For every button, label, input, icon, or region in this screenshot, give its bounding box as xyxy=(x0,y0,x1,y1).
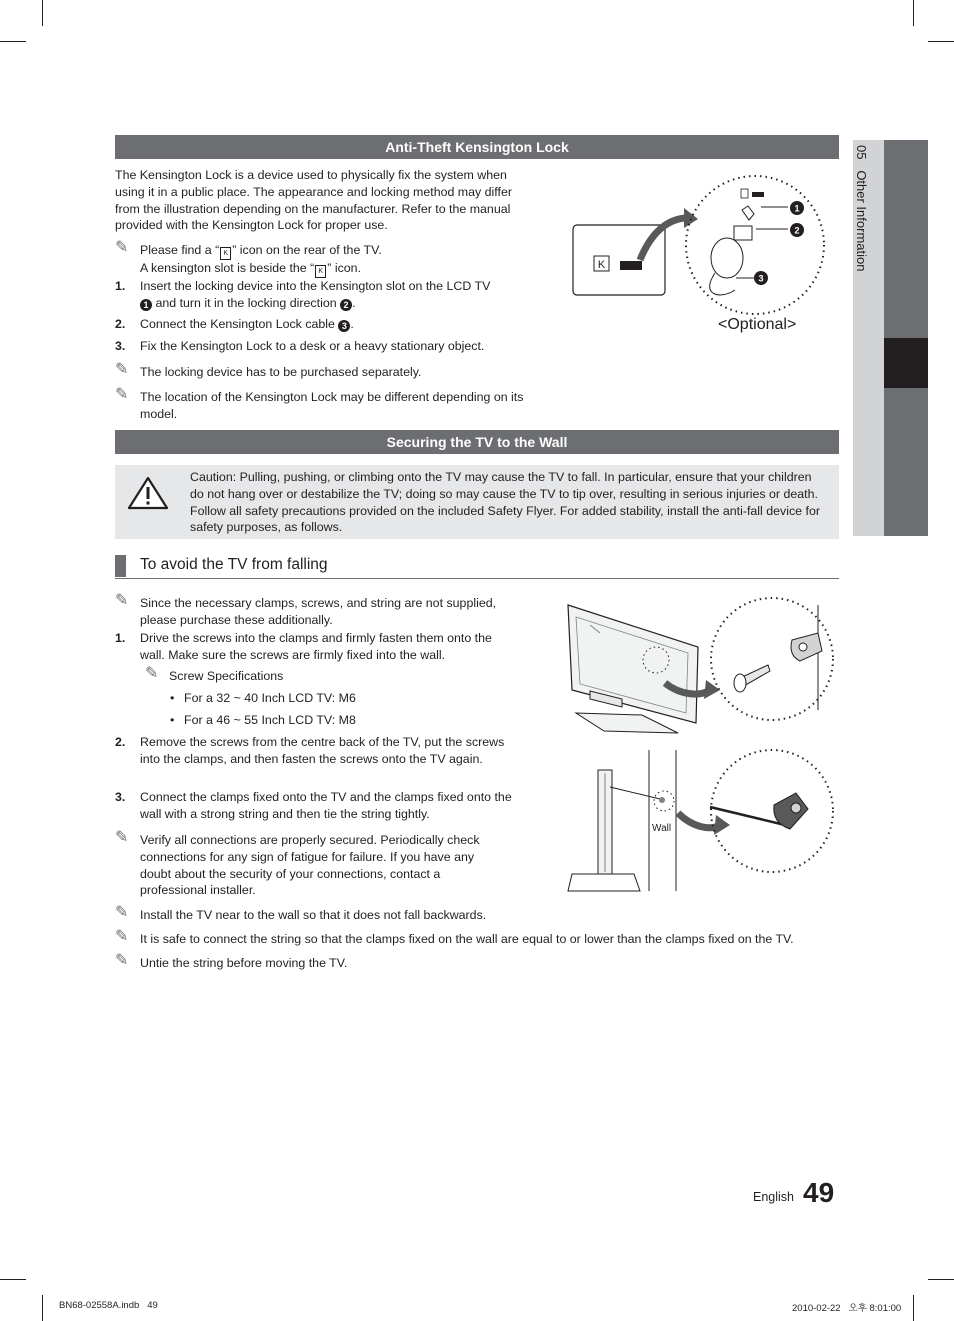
wall-note-c: Install the TV near to the wall so that it does not fall backwards. xyxy=(140,908,487,922)
step-number: 2. xyxy=(115,735,126,749)
wall-note-e: Untie the string before moving the TV. xyxy=(140,956,348,970)
footer-language: English xyxy=(753,1190,794,1204)
callout-2-icon: 2 xyxy=(340,299,352,311)
svg-text:2: 2 xyxy=(794,225,800,236)
note-icon: ✎ xyxy=(115,904,129,921)
kensington-note-2: The locking device has to be purchased separately. xyxy=(140,365,422,379)
note-icon: ✎ xyxy=(115,239,129,256)
svg-text:3: 3 xyxy=(758,273,764,284)
wall-step-1: Drive the screws into the clamps and firmly fasten them onto the wall. Make sure the screws are firmly fixed into the wall. xyxy=(140,631,492,662)
footer-stamp: 2010-02-22 오후 8:01:00 xyxy=(792,1303,902,1314)
note-icon: ✎ xyxy=(115,361,129,378)
warning-triangle-icon xyxy=(127,476,169,510)
subheading-rule xyxy=(115,578,839,579)
wall-step-2: Remove the screws from the centre back of the TV, put the screws into the clamps, and then fasten the screws onto the TV again. xyxy=(140,735,505,766)
kensington-intro: The Kensington Lock is a device used to physically fix the system when using it in a public place. The appearance and locking method may differ from the illustration depending on the manufacturer. Refer to the manual provided with the Kensington Lock for proper use. xyxy=(115,168,512,233)
optional-label: <Optional> xyxy=(718,316,797,333)
callout-3-icon: 3 xyxy=(338,320,350,332)
wall-heading: Securing the TV to the Wall xyxy=(115,430,839,454)
step-number: 3. xyxy=(115,339,126,353)
screw-spec: Screw Specifications xyxy=(169,669,284,683)
kensington-note-1: Please find a “ K ” icon on the rear of the TV. A kensington slot is beside the “ K ” icon. xyxy=(140,242,530,278)
wall-label: Wall xyxy=(652,823,672,834)
side-tab-marker xyxy=(884,338,928,388)
kensington-step-3: Fix the Kensington Lock to a desk or a heavy stationary object. xyxy=(140,339,485,353)
wall-mount-illustration xyxy=(560,595,840,895)
callout-1-icon: 1 xyxy=(140,299,152,311)
kensington-step-1: Insert the locking device into the Kensington slot on the LCD TV 1 and turn it in the locking direction 2 . xyxy=(140,279,491,310)
note-icon: ✎ xyxy=(145,665,159,682)
subheading-marker xyxy=(115,555,126,577)
chapter-label: 05 Other Information xyxy=(854,145,869,272)
wall-note-b: Verify all connections are properly secured. Periodically check connections for any sign of fatigue for failure. If you have any doubt about the security of your connections, contact a professional installer. xyxy=(140,833,480,898)
step-number: 3. xyxy=(115,790,126,804)
note-icon: ✎ xyxy=(115,386,129,403)
wall-step-3: Connect the clamps fixed onto the TV and the clamps fixed onto the wall with a strong string and then tie the string tightly. xyxy=(140,790,512,821)
kensington-note-3: The location of the Kensington Lock may be different depending on its model. xyxy=(140,390,524,421)
svg-text:K: K xyxy=(597,259,606,271)
page-number: 49 xyxy=(803,1177,835,1208)
kensington-icon: K xyxy=(220,247,231,260)
screw-spec-item: For a 32 ~ 40 Inch LCD TV: M6 xyxy=(184,691,356,705)
bullet-icon: • xyxy=(170,691,175,705)
wall-note-d: It is safe to connect the string so that the clamps fixed on the wall are equal to or lower than the clamps fixed on the TV. xyxy=(140,932,794,946)
note-icon: ✎ xyxy=(115,829,129,846)
footer-file: BN68-02558A.indb 49 xyxy=(59,1300,158,1311)
wall-note-a: Since the necessary clamps, screws, and string are not supplied, please purchase these additionally. xyxy=(140,596,497,627)
note-icon: ✎ xyxy=(115,928,129,945)
kensington-step-2: Connect the Kensington Lock cable 3 . xyxy=(140,317,354,331)
screw-spec-item: For a 46 ~ 55 Inch LCD TV: M8 xyxy=(184,713,356,727)
subheading: To avoid the TV from falling xyxy=(140,556,328,573)
svg-text:1: 1 xyxy=(794,203,800,214)
note-icon: ✎ xyxy=(115,952,129,969)
step-number: 1. xyxy=(115,631,126,645)
bullet-icon: • xyxy=(170,713,175,727)
kensington-illustration xyxy=(570,170,840,320)
kensington-icon: K xyxy=(315,265,326,278)
step-number: 2. xyxy=(115,317,126,331)
note-icon: ✎ xyxy=(115,592,129,609)
step-number: 1. xyxy=(115,279,126,293)
kensington-heading: Anti-Theft Kensington Lock xyxy=(115,135,839,159)
caution-text: Caution: Pulling, pushing, or climbing onto the TV may cause the TV to fall. In particular, ensure that your children do not hang over or destabilize the TV; doing so may cause the TV to tip over, resulting in serious injuries or death. Follow all safety precautions provided on the included Safety Flyer. For added stability, install the anti-fall device for safety purposes, as follows. xyxy=(190,470,820,535)
